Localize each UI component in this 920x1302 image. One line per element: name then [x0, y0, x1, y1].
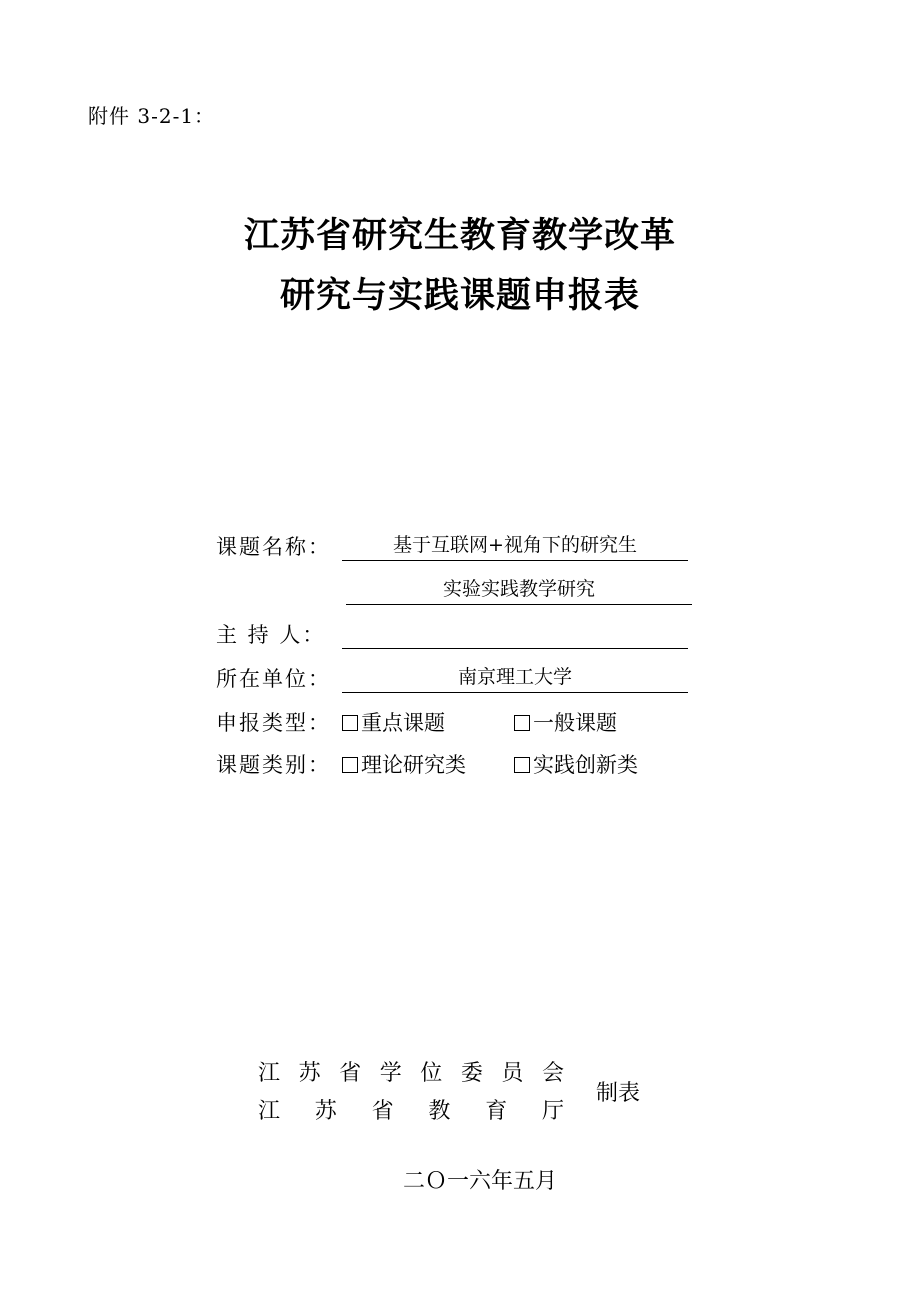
issuer-char: 江	[258, 1099, 281, 1124]
checkbox-icon[interactable]	[342, 757, 358, 773]
apply-type-key-option[interactable]	[342, 706, 445, 740]
topic-field-line1[interactable]: 基于互联网+视角下的研究生	[342, 530, 688, 561]
issuer-char: 位	[420, 1061, 443, 1086]
host-label: 主 持 人：	[216, 623, 326, 647]
issuer-char: 苏	[298, 1061, 321, 1086]
unit-field[interactable]: 南京理工大学	[342, 662, 688, 693]
apply-type-general-option[interactable]	[514, 706, 617, 740]
made-by-label: 制表	[596, 1081, 641, 1106]
issue-date: 二Ｏ一六年五月	[402, 1169, 557, 1194]
attachment-number: 附件 3-2-1：	[88, 104, 216, 128]
unit-label: 所在单位：	[216, 667, 331, 691]
checkbox-icon[interactable]	[514, 715, 530, 731]
issuer-char: 厅	[541, 1099, 564, 1124]
category-theory-label: 理论研究类	[361, 753, 466, 777]
issuer-char: 育	[485, 1099, 508, 1124]
host-field[interactable]	[342, 618, 688, 649]
issuer-char: 省	[371, 1099, 394, 1124]
category-theory-option[interactable]	[342, 748, 466, 782]
page-title-line2: 研究与实践课题申报表	[279, 276, 640, 316]
topic-field-line2[interactable]: 实验实践教学研究	[346, 574, 692, 605]
issuer-char: 教	[428, 1099, 451, 1124]
issuer-char: 委	[460, 1061, 483, 1086]
issuer-char: 会	[541, 1061, 564, 1086]
category-label: 课题类别：	[216, 753, 331, 777]
issuer-degree-committee	[258, 1056, 564, 1087]
apply-type-general-label: 一般课题	[533, 711, 617, 735]
topic-label: 课题名称：	[216, 535, 331, 559]
page-title-line1: 江苏省研究生教育教学改革	[243, 216, 676, 256]
checkbox-icon[interactable]	[514, 757, 530, 773]
issuer-education-department	[258, 1094, 564, 1125]
issuer-char: 省	[339, 1061, 362, 1086]
apply-type-key-label: 重点课题	[361, 711, 445, 735]
issuer-char: 员	[501, 1061, 524, 1086]
issuer-char: 江	[258, 1061, 281, 1086]
category-practice-option[interactable]	[514, 748, 638, 782]
category-practice-label: 实践创新类	[533, 753, 638, 777]
checkbox-icon[interactable]	[342, 715, 358, 731]
issuer-char: 学	[379, 1061, 402, 1086]
apply-type-label: 申报类型：	[216, 711, 331, 735]
issuer-char: 苏	[314, 1099, 337, 1124]
